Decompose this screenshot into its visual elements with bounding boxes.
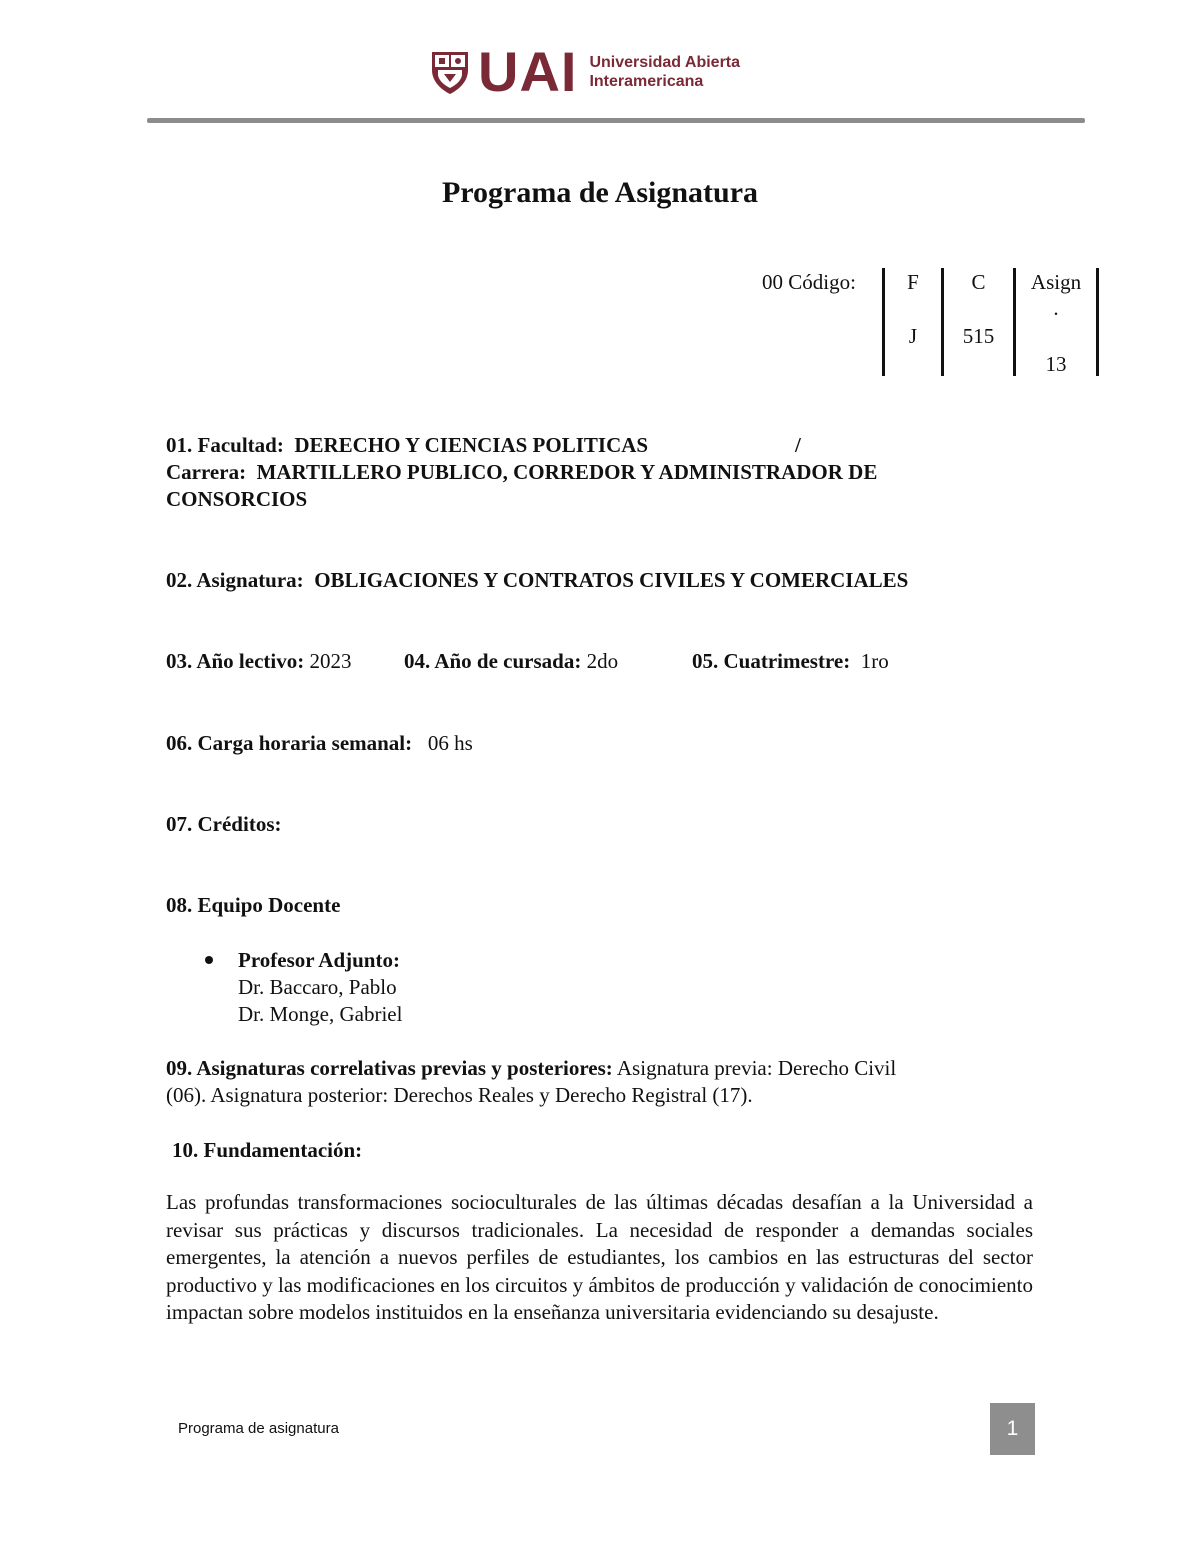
footer-label: Programa de asignatura <box>178 1420 339 1437</box>
asignatura-line <box>166 567 908 594</box>
docente-2: Dr. Monge, Gabriel <box>238 1002 403 1026</box>
anio-lectivo-label: 03. Año lectivo: <box>166 649 305 673</box>
fundamentacion-text: Las profundas transformaciones socioculturales de las últimas décadas desafían a la Universidad a revisar sus prácticas y discursos tradicionales. La necesidad de responder a demandas sociales emergentes, la atención a nuevos perfiles de estudiantes, los cambios en las estructuras del sector productivo y las modificaciones en los circuitos y ámbitos de producción y validación de conocimiento impactan sobre modelos instituidos en la enseñanza universitaria evidenciando su desajuste. <box>166 1190 1033 1324</box>
correlativas-text-2: (06). Asignatura posterior: Derechos Reales y Derecho Registral (17). <box>166 1083 753 1107</box>
codigo-asign: Asign <box>1030 270 1082 294</box>
logo-institution-name <box>589 53 740 91</box>
profesor-adjunto-label: Profesor Adjunto: <box>238 948 400 972</box>
codigo-j: J <box>908 324 918 348</box>
facultad-line <box>166 432 648 459</box>
asignatura-label: 02. Asignatura: <box>166 568 304 592</box>
correlativas-label: 09. Asignaturas correlativas previas y posteriores: <box>166 1056 613 1080</box>
anio-cursada-line <box>404 648 618 675</box>
facultad-slash: / <box>795 433 801 457</box>
anio-cursada-value: 2do <box>586 649 619 673</box>
header-rule <box>147 118 1085 123</box>
codigo-515: 515 <box>962 324 995 348</box>
carrera-label: Carrera: <box>166 460 247 484</box>
codigo-label: 00 Código: <box>762 270 856 294</box>
codigo-divider <box>1096 268 1099 376</box>
codigo-13: 13 <box>1045 352 1067 376</box>
carrera-value: MARTILLERO PUBLICO, CORREDOR Y ADMINISTRADOR DE <box>256 460 878 484</box>
facultad-label: 01. Facultad: <box>166 433 284 457</box>
cuatrimestre-value: 1ro <box>860 649 889 673</box>
codigo-f: F <box>907 270 919 294</box>
logo-name-line1: Universidad Abierta <box>589 54 741 71</box>
logo-name-line2: Interamericana <box>589 73 704 90</box>
equipo-docente-label: 08. Equipo Docente <box>166 893 341 917</box>
correlativas-line <box>166 1055 1046 1082</box>
uai-logo <box>430 40 741 103</box>
carrera-line <box>166 459 1046 486</box>
cuatrimestre-line <box>692 648 889 675</box>
bullet-icon <box>205 956 213 964</box>
asignatura-value: OBLIGACIONES Y CONTRATOS CIVILES Y COMERCIALES <box>314 568 909 592</box>
creditos-label: 07. Créditos: <box>166 812 282 836</box>
correlativas-text-1: Asignatura previa: Derecho Civil <box>616 1056 897 1080</box>
facultad-value: DERECHO Y CIENCIAS POLITICAS <box>294 433 649 457</box>
carga-horaria-label: 06. Carga horaria semanal: <box>166 731 413 755</box>
logo-acronym: UAI <box>478 40 578 103</box>
anio-cursada-label: 04. Año de cursada: <box>404 649 582 673</box>
docente-1: Dr. Baccaro, Pablo <box>238 975 397 999</box>
fundamentacion-label: 10. Fundamentación: <box>172 1138 363 1162</box>
codigo-c: C <box>971 270 986 294</box>
page-title: Programa de Asignatura <box>441 176 759 209</box>
carga-horaria-value: 06 hs <box>427 731 473 755</box>
anio-lectivo-value: 2023 <box>309 649 352 673</box>
carga-horaria-line <box>166 730 473 757</box>
crest-icon <box>430 48 470 96</box>
cuatrimestre-label: 05. Cuatrimestre: <box>692 649 851 673</box>
carrera-value-cont: CONSORCIOS <box>166 487 308 511</box>
anio-lectivo-line <box>166 648 351 675</box>
codigo-dot: . <box>1053 296 1059 320</box>
page-number-badge: 1 <box>990 1403 1035 1455</box>
